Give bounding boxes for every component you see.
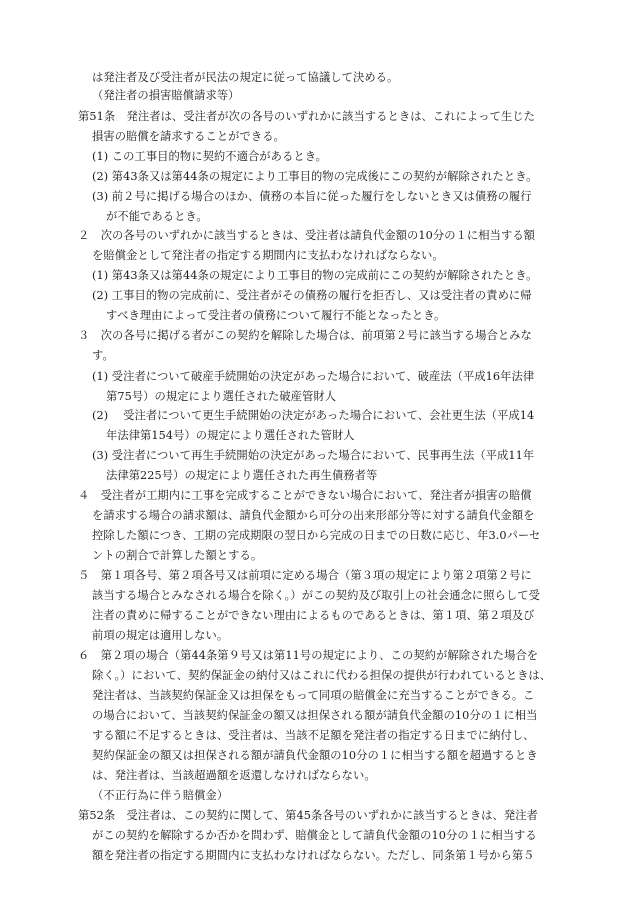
text-line: する額に不足するときは、受注者は、当該不足額を発注者の指定する日までに納付し、 [92, 729, 535, 742]
text-line: （発注者の損害賠償請求等） [92, 89, 240, 102]
text-line: 除く。）において、契約保証金の納付又はこれに代わる担保の提供が行われているときは、 [92, 669, 552, 682]
text-line: を請求する場合の請求額は、請負代金額から可分の出来形部分等に対する請負代金額を [92, 509, 535, 522]
text-line: の場合において、当該契約保証金の額又は担保される額が請負代金額の10分の１に相当 [92, 709, 538, 722]
text-line: 損害の賠償を請求することができる。 [92, 130, 285, 143]
text-line: を賠償金として発注者の指定する期間内に支払わなければならない。 [92, 249, 444, 262]
text-line: ５ 第１項各号、第２項各号又は前項に定める場合（第３項の規定により第２項第２号に [78, 569, 532, 582]
text-line: ントの割合で計算した額とする。 [92, 549, 263, 562]
text-line: は発注者及び受注者が民法の規定に従って協議して決める。 [92, 71, 399, 84]
text-line: 額を発注者の指定する期間内に支払わなければならない。ただし、同条第１号から第５ [92, 849, 535, 862]
text-line: ３ 次の各号に掲げる者がこの契約を解除した場合は、前項第２号に該当する場合とみな [78, 329, 532, 342]
text-line: 第75号）の規定により選任された破産管財人 [106, 390, 337, 403]
text-line: す。 [92, 349, 114, 362]
text-line: 注者の責めに帰することができない理由によるものであるときは、第１項、第２項及び [92, 609, 535, 622]
text-line: ２ 次の各号のいずれかに該当するときは、受注者は請負代金額の10分の１に相当する額 [78, 229, 536, 242]
text-line: (1) 受注者について破産手続開始の決定があった場合において、破産法（平成16年法律 [92, 370, 535, 383]
text-line: 第52条 受注者は、この契約に関して、第45条各号のいずれかに該当するときは、発注者 [78, 809, 538, 822]
text-line: (2) 第43条又は第44条の規定により工事目的物の完成後にこの契約が解除されたとき。 [92, 170, 538, 183]
text-line: (1) 第43条又は第44条の規定により工事目的物の完成前にこの契約が解除されたとき。 [92, 269, 538, 282]
text-line: がこの契約を解除するか否かを問わず、賠償金として請負代金額の10分の１に相当する [92, 829, 537, 842]
text-line: (2) 受注者について更生手続開始の決定があった場合において、会社更生法（平成14 [92, 409, 535, 422]
text-line: (1) この工事目的物に契約不適合があるとき。 [92, 150, 327, 163]
text-line: すべき理由によって受注者の債務について履行不能となったとき。 [106, 309, 446, 322]
text-line: は、発注者は、当該超過額を返還しなければならない。 [92, 769, 376, 782]
text-line: (3) 前２号に掲げる場合のほか、債務の本旨に従った履行をしないとき又は債務の履行 [92, 190, 532, 203]
text-line: 控除した額につき、工期の完成期限の翌日から完成の日までの日数に応じ、年3.0パーセ [92, 529, 541, 542]
text-line: (2) 工事目的物の完成前に、受注者がその債務の履行を拒否し、又は受注者の責めに帰 [92, 289, 532, 302]
text-line: 法律第225号）の規定により選任された再生債務者等 [106, 469, 378, 482]
text-line: 契約保証金の額又は担保される額が請負代金額の10分の１に相当する額を超過するとき [92, 749, 538, 762]
text-line: ４ 受注者が工期内に工事を完成することができない場合において、発注者が損害の賠償 [78, 489, 532, 502]
text-line: (3) 受注者について再生手続開始の決定があった場合において、民事再生法（平成11年 [92, 449, 535, 462]
text-line: が不能であるとき。 [106, 210, 208, 223]
text-line: 該当する場合とみなされる場合を除く。）がこの契約及び取引上の社会通念に照らして受 [92, 589, 541, 602]
text-line: 発注者は、当該契約保証金又は担保をもって同項の賠償金に充当することができる。こ [92, 689, 535, 702]
text-line: 前項の規定は適用しない。 [92, 629, 229, 642]
text-line: 年法律第154号）の規定により選任された管財人 [106, 429, 355, 442]
text-line: 第51条 発注者は、受注者が次の各号のいずれかに該当するときは、これによって生じた [78, 110, 536, 123]
text-line: ６ 第２項の場合（第44条第９号又は第11号の規定により、この契約が解除された場合を [78, 649, 539, 662]
text-line: （不正行為に伴う賠償金） [92, 789, 229, 802]
